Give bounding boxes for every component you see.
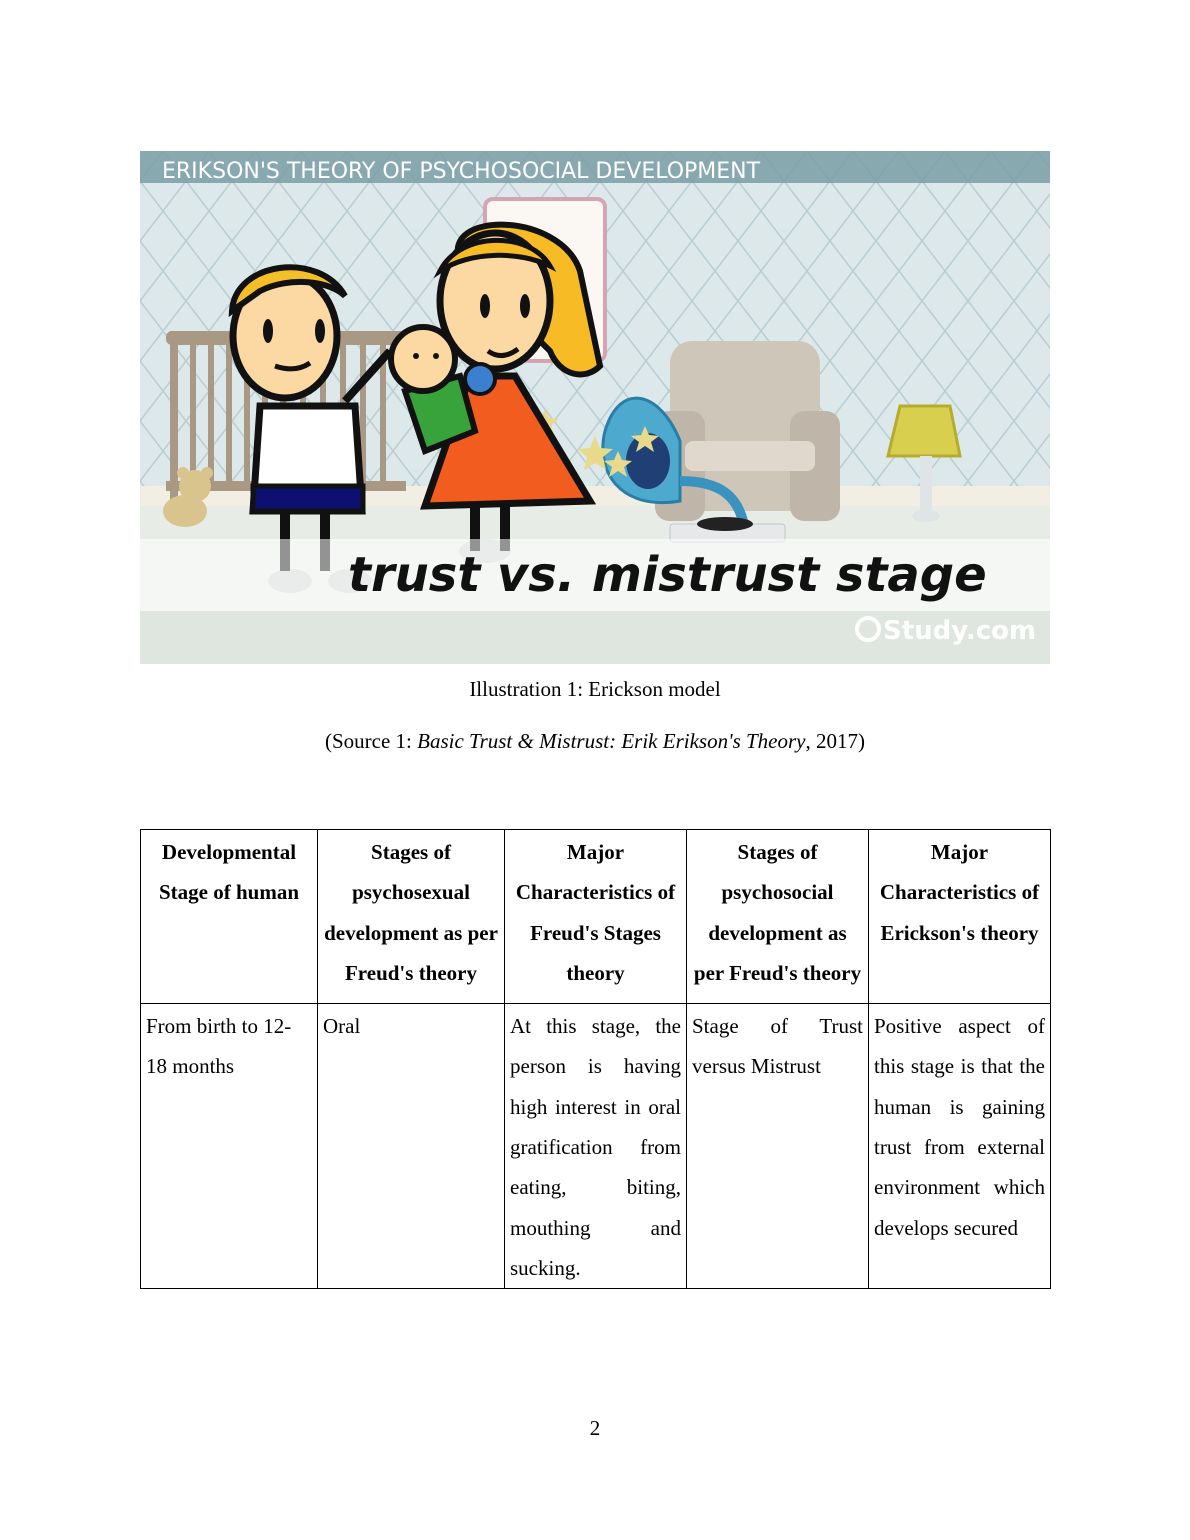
source-suffix: , 2017) (805, 729, 865, 753)
page-number: 2 (589, 1416, 601, 1440)
cell-erickson-characteristics: Positive aspect of this stage is that the human is gaining trust from external environment which develops secured (869, 1004, 1051, 1289)
cell-freud-characteristics: At this stage, the person is having high interest in oral gratification from eating, biting, mouthing and sucking. (505, 1004, 687, 1289)
stages-table (140, 829, 1051, 1289)
header-psychosexual-stages: Stages of psychosexual development as per Freud's theory (318, 830, 505, 1004)
cell-psychosocial-stage: Stage of Trust versus Mistrust (687, 1004, 869, 1289)
overlay-title: trust vs. mistrust stage (348, 547, 987, 603)
illustration-caption: Illustration 1: Erickson model (469, 677, 721, 701)
source-prefix: (Source 1: (325, 729, 418, 753)
cell-psychosexual-stage: Oral (318, 1004, 505, 1289)
table-header-row (141, 830, 1051, 1004)
cell-developmental-stage: From birth to 12-18 months (141, 1004, 318, 1289)
watermark: Study.com (883, 616, 1037, 646)
erikson-illustration (140, 151, 1050, 664)
header-freud-characteristics: Major Characteristics of Freud's Stages theory (505, 830, 687, 1004)
header-developmental-stage: Developmental Stage of human (141, 830, 318, 1004)
banner-title: ERIKSON'S THEORY OF PSYCHOSOCIAL DEVELOPMENT (162, 159, 761, 184)
illustration-source (0, 729, 1190, 754)
header-psychosocial-stages: Stages of psychosocial development as per Freud's theory (687, 830, 869, 1004)
table-row (141, 1004, 1051, 1289)
header-erickson-characteristics: Major Characteristics of Erickson's theory (869, 830, 1051, 1004)
armchair (655, 341, 840, 521)
source-title: Basic Trust & Mistrust: Erik Erikson's Theory (417, 729, 806, 753)
